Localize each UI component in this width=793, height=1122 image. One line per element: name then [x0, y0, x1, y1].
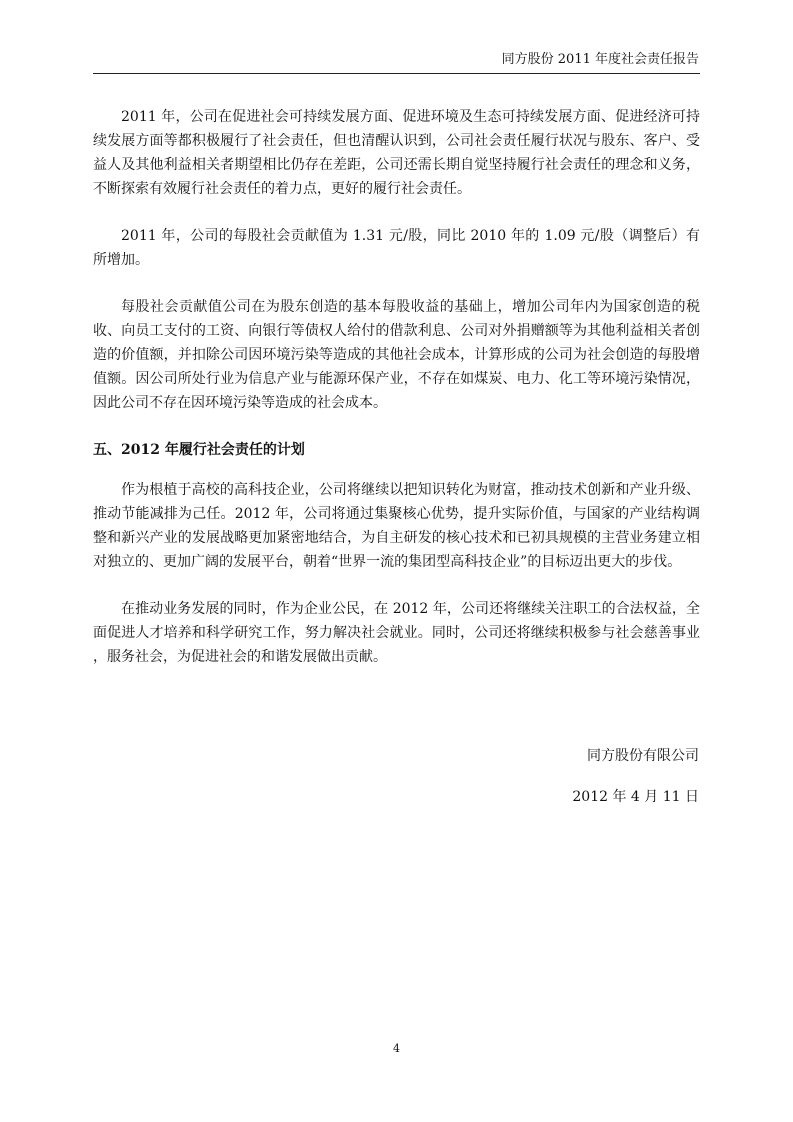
- page-number: 4: [393, 1042, 400, 1055]
- report-header-title: 同方股份 2011 年度社会责任报告: [501, 52, 699, 67]
- paragraph-2012-social-commitment: 在推动业务发展的同时，作为企业公民，在 2012 年，公司还将继续关注职工的合法权益，全面促进人才培养和科学研究工作，努力解决社会就业。同时，公司还将继续积极参与社会慈善事业 ，服务社会，为促进社会的和谐发展做出贡献。: [93, 601, 700, 665]
- report-body: [93, 105, 700, 692]
- header-divider: [93, 73, 700, 74]
- paragraph-2012-development-plan: 作为根植于高校的高科技企业，公司将继续以把知识转化为财富，推动技术创新和产业升级、推动节能减排为己任。2012 年，公司将通过集聚核心优势，提升实际价值，与国家的产业结构调整和新兴产业的发展战略更加紧密地结合，为自主研发的核心技术和已初具规模的主营业务建立相对独立的、更加广阔的发展平台，朝着“世界一流的集团型高科技企业”的目标迈出更大的步伐。: [93, 482, 700, 570]
- paragraph-social-contribution-value: 2011 年，公司的每股社会贡献值为 1.31 元/股，同比 2010 年的 1.09 元/股（调整后）有所增加。: [93, 228, 700, 268]
- signature-date: 2012 年 4 月 11 日: [572, 789, 699, 805]
- section-heading-2012-plan: 五、2012 年履行社会责任的计划: [93, 442, 305, 458]
- signature-company: 同方股份有限公司: [587, 748, 699, 764]
- paragraph-responsibility-summary: 2011 年，公司在促进社会可持续发展方面、促进环境及生态可持续发展方面、促进经济可持续发展方面等都积极履行了社会责任，但也清醒认识到，公司社会责任履行状况与股东、客户、受益人及其他利益相关者期望相比仍存在差距，公司还需长期自觉坚持履行社会责任的理念和义务，不断探索有效履行社会责任的着力点，更好的履行社会责任。: [93, 109, 700, 197]
- paragraph-contribution-definition: 每股社会贡献值公司在为股东创造的基本每股收益的基础上，增加公司年内为国家创造的税收、向员工支付的工资、向银行等债权人给付的借款利息、公司对外捐赠额等为其他利益相关者创造的价值额，并扣除公司因环境污染等造成的其他社会成本，计算形成的公司为社会创造的每股增值额。因公司所处行业为信息产业与能源环保产业，不存在如煤炭、电力、化工等环境污染情况，因此公司不存在因环境污染等造成的社会成本。: [93, 299, 700, 411]
